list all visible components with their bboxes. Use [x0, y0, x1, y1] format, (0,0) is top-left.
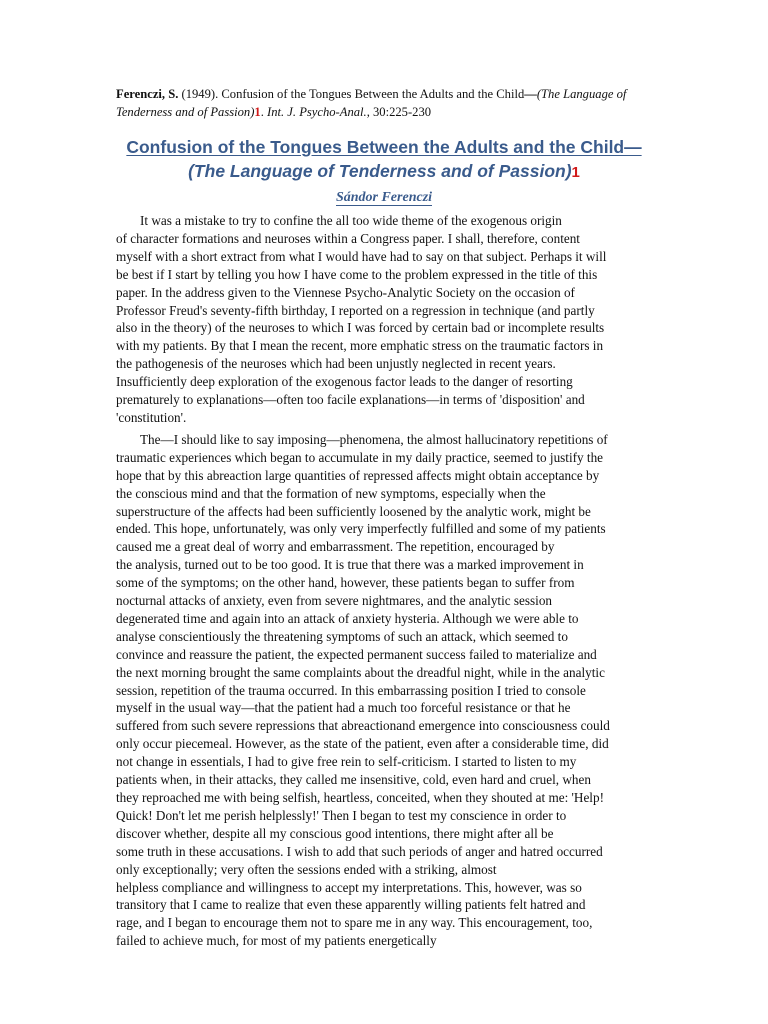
citation-author: Ferenczi, S. [116, 87, 179, 101]
citation-footnote-link[interactable]: 1 [254, 105, 261, 119]
citation-separator: . [260, 105, 268, 119]
citation-journal: Int. J. Psycho-Anal. [267, 105, 367, 119]
text-line: The—I should like to say imposing—phenomena, the almost hallucinatory repetitions of [140, 431, 608, 447]
text-line: myself with a short extract from what I would have had to say on that subject. Perhaps it will [116, 248, 607, 264]
text-line: prematurely to explanations—often too facile explanations—in terms of 'disposition' and [116, 392, 585, 408]
text-line: nocturnal attacks of anxiety, even from severe nightmares, and the analytic session [116, 593, 553, 609]
author-byline [116, 188, 652, 208]
text-line: convince and reassure the patient, the expected permanent success failed to materialize and [116, 646, 597, 662]
body-paragraph [116, 431, 652, 950]
text-line: It was a mistake to try to confine the all too wide theme of the exogenous origin [140, 213, 562, 228]
title-footnote-link[interactable]: 1 [571, 164, 580, 181]
text-line: the next morning brought the same complaints about the dreadful night, while in the analytic [116, 664, 605, 680]
text-line: the pathogenesis of the neuroses which had been unjustly neglected in recent years. [116, 356, 556, 372]
text-line: transitory that I came to realize that even these apparently willing patients felt hatred and [116, 897, 586, 913]
text-line: patients when, in their attacks, they called me insensitive, cold, even hard and cruel, when [116, 772, 591, 788]
article-title [116, 135, 652, 185]
author-name: Sándor Ferenczi [335, 190, 433, 205]
body-paragraph [116, 212, 652, 427]
citation-pages: , 30:225-230 [366, 105, 432, 119]
text-line: degenerated time and again into an attack of anxiety hysteria. Although we were able to [116, 610, 579, 626]
text-line: only occur piecemeal. However, as the state of the patient, even after a considerable time, did [116, 736, 609, 752]
text-line: helpless compliance and willingness to accept my interpretations. This, however, was so [116, 879, 582, 895]
text-line: myself in the usual way—that the patient had a much too forceful resistance or that he [116, 700, 571, 716]
text-line: ended. This hope, unfortunately, was only very imperfectly fulfilled and some of my patients [116, 521, 606, 537]
article-body [116, 212, 652, 950]
title-line-1: Confusion of the Tongues Between the Adults and the Child— [126, 137, 642, 157]
text-line: Professor Freud's seventy-fifth birthday, I reported on a regression in technique (and partly [116, 302, 595, 318]
text-line: hope that by this abreaction large quantities of repressed affects might obtain acceptance by [116, 467, 600, 483]
text-line: analyse conscientiously the threatening symptoms of such an attack, which seemed to [116, 628, 568, 644]
text-line: 'constitution'. [116, 409, 187, 425]
citation-year-title: (1949). Confusion of the Tongues Between the Adults and the Child [178, 87, 525, 101]
text-line: only exceptionally; very often the sessions ended with a striking, almost [116, 861, 497, 877]
citation [116, 85, 652, 121]
citation-italic-title: (The Language of Tenderness and of Passion) [116, 87, 627, 119]
text-line: superstructure of the affects had been sufficiently loosened by the analytic work, might be [116, 503, 591, 519]
text-line: Quick! Don't let me perish helplessly!' Then I began to test my conscience in order to [116, 807, 567, 823]
text-line: caused me a great deal of worry and embarrassment. The repetition, encouraged by [116, 539, 555, 555]
text-line: also in the theory) of the neuroses to which I was forced by certain bad or incomplete results [116, 320, 605, 336]
text-line: with my patients. By that I mean the recent, more emphatic stress on the traumatic factors in [116, 338, 604, 354]
text-line: discover whether, despite all my conscious good intentions, there might after all be [116, 825, 554, 841]
text-line: traumatic experiences which began to accumulate in my daily practice, seemed to justify the [116, 449, 604, 465]
citation-dash: — [524, 87, 537, 101]
text-line: rage, and I began to encourage them not to spare me in any way. This encouragement, too, [116, 915, 593, 931]
text-line: of character formations and neuroses within a Congress paper. I shall, therefore, content [116, 230, 580, 246]
text-line: they reproached me with being selfish, heartless, conceited, when they shouted at me: 'Help! [116, 790, 604, 805]
text-line: be best if I start by telling you how I have come to the problem expressed in the title of this [116, 266, 598, 282]
title-line-2: (The Language of Tenderness and of Passion) [188, 161, 572, 181]
text-line: the analysis, turned out to be too good. It is true that there was a marked improvement in [116, 557, 584, 573]
text-line: failed to achieve much, for most of my patients energetically [116, 933, 437, 949]
text-line: Insufficiently deep exploration of the exogenous factor leads to the danger of resorting [116, 374, 573, 390]
text-line: some truth in these accusations. I wish to add that such periods of anger and hatred occurred [116, 843, 603, 859]
text-line: session, repetition of the trauma occurred. In this embarrassing position I tried to console [116, 682, 586, 698]
text-line: not change in essentials, I had to give free rein to self-criticism. I started to listen to my [116, 754, 577, 770]
text-line: suffered from such severe repressions that abreactionand emergence into consciousness could [116, 718, 610, 734]
text-line: some of the symptoms; on the other hand, however, these patients began to suffer from [116, 575, 575, 591]
text-line: paper. In the address given to the Viennese Psycho-Analytic Society on the occasion of [116, 284, 575, 300]
text-line: the conscious mind and that the formation of new symptoms, especially when the [116, 485, 546, 501]
